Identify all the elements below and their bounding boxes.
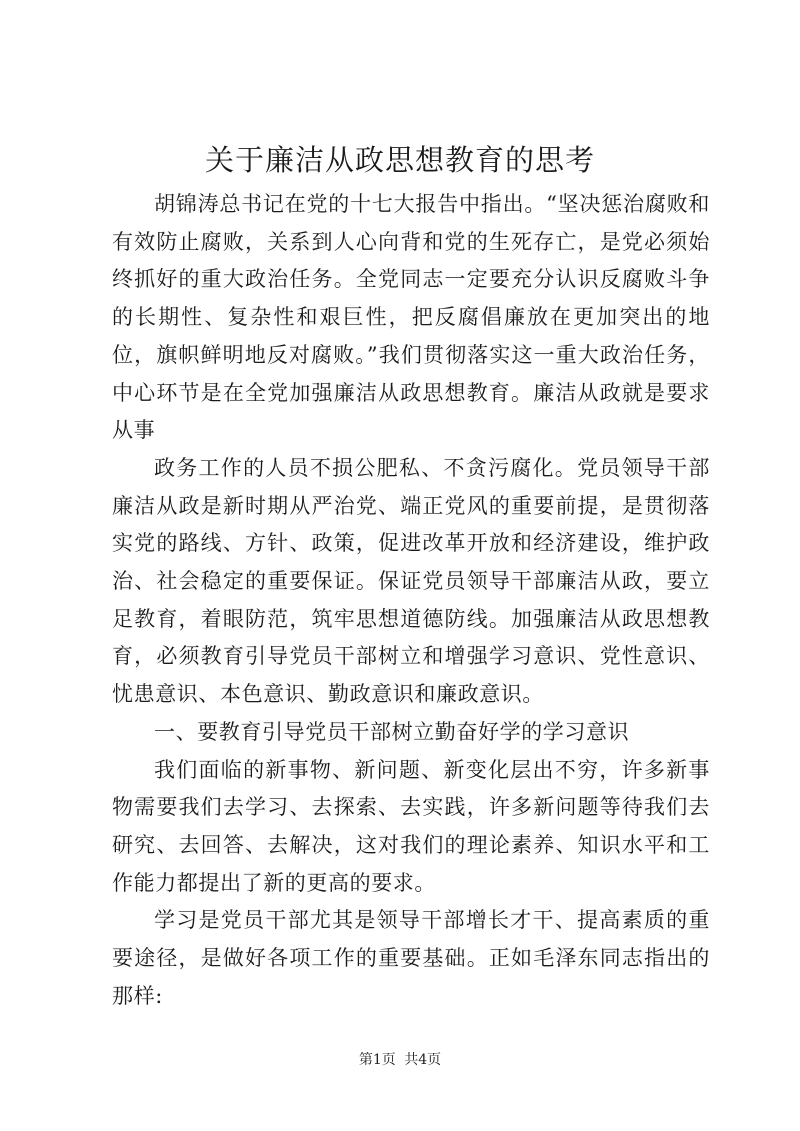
document-title: 关于廉洁从政思想教育的思考 [204,143,595,177]
paragraph-1: 胡锦涛总书记在党的十七大报告中指出。“坚决惩治腐败和有效防止腐败，关系到人心向背和党的生死存亡，是党必须始终抓好的重大政治任务。全党同志一定要充分认识反腐败斗争的长期性、复杂性和艰巨性，把反腐倡廉放在更加突出的地位，旗帜鲜明地反对腐败。”我们贯彻落实这一重大政治任务，中心环节是在全党加强廉洁从政思想教育。廉洁从政就是要求从事 [112,192,710,443]
section-heading-1: 一、要教育引导党员干部树立勤奋好学的学习意识 [154,719,630,744]
page-footer [0,1050,800,1070]
paragraph-4: 学习是党员干部尤其是领导干部增长才干、提高素质的重要途径，是做好各项工作的重要基础。正如毛泽东同志指出的那样: [112,908,710,1008]
page-total: 共4页 [404,1052,442,1068]
page-number: 第1页 [358,1052,396,1068]
document-body [112,186,710,1015]
paragraph-3: 我们面临的新事物、新问题、新变化层出不穷，许多新事物需要我们去学习、去探索、去实践，许多新问题等待我们去研究、去回答、去解决，这对我们的理论素养、知识水平和工作能力都提出了新的更高的要求。 [112,757,710,895]
paragraph-2: 政务工作的人员不损公肥私、不贪污腐化。党员领导干部廉洁从政是新时期从严治党、端正党风的重要前提，是贯彻落实党的路线、方针、政策，促进改革开放和经济建设，维护政治、社会稳定的重要保证。保证党员领导干部廉洁从政，要立足教育，着眼防范，筑牢思想道德防线。加强廉洁从政思想教育，必须教育引导党员干部树立和增强学习意识、党性意识、忧患意识、本色意识、勤政意识和廉政意识。 [112,455,710,707]
